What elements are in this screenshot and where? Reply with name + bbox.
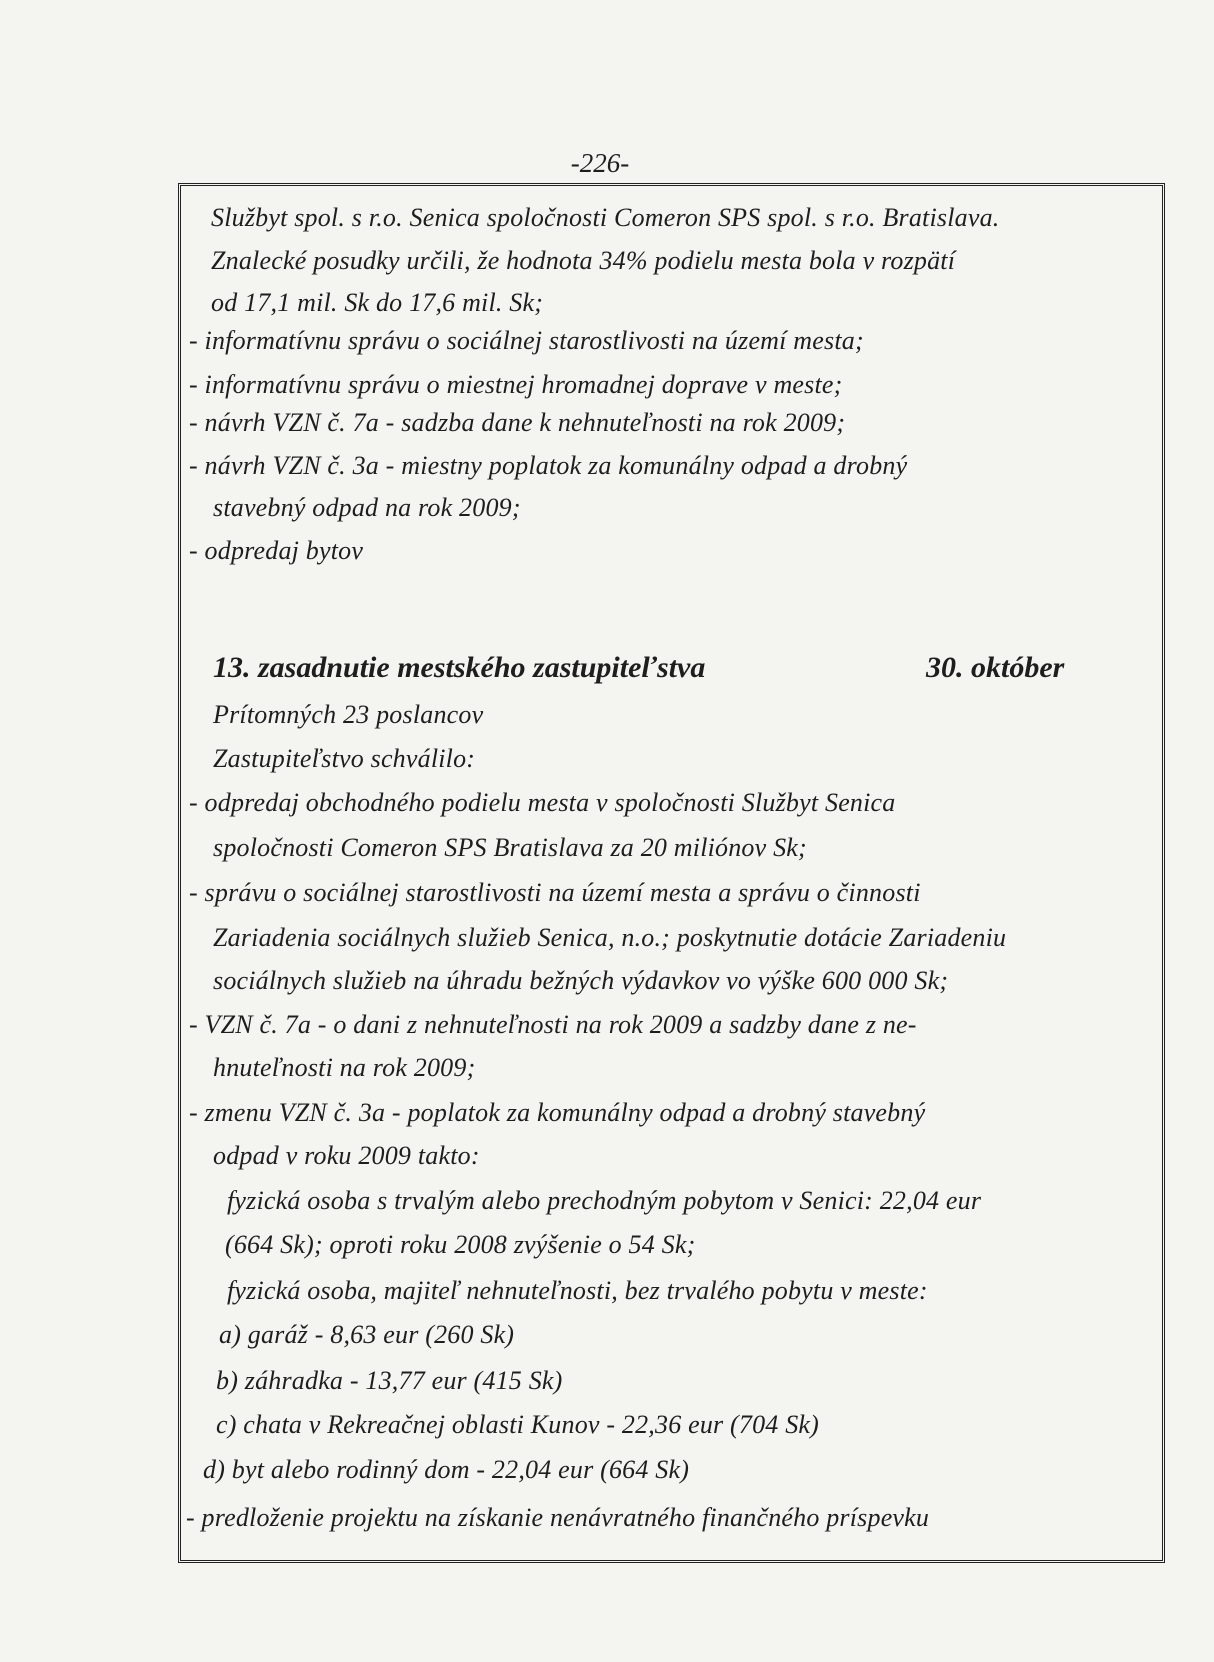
agenda-text-line: Znalecké posudky určili, že hodnota 34% podielu mesta bola v rozpätí <box>211 246 956 275</box>
fee-sub-item: b) záhradka - 13,77 eur (415 Sk) <box>216 1366 563 1395</box>
fee-sub-item: c) chata v Rekreačnej oblasti Kunov - 22,36 eur (704 Sk) <box>216 1410 820 1439</box>
attendance-line: Prítomných 23 poslancov <box>213 700 484 729</box>
fee-sub-item: a) garáž - 8,63 eur (260 Sk) <box>219 1320 515 1349</box>
resolution-item: - zmenu VZN č. 3a - poplatok za komunálny odpad a drobný stavebný <box>189 1098 926 1127</box>
agenda-item: - informatívnu správu o sociálnej starostlivosti na území mesta; <box>189 326 864 355</box>
text-frame <box>178 183 1165 1563</box>
agenda-item: - odpredaj bytov <box>189 536 364 565</box>
fee-line: fyzická osoba, majiteľ nehnuteľnosti, bez trvalého pobytu v meste: <box>227 1276 928 1305</box>
resolution-item-continuation: spoločnosti Comeron SPS Bratislava za 20 miliónov Sk; <box>213 833 807 862</box>
fee-sub-item: d) byt alebo rodinný dom - 22,04 eur (664 Sk) <box>203 1455 690 1484</box>
resolution-item-continuation: Zariadenia sociálnych služieb Senica, n.o.; poskytnutie dotácie Zariadeniu <box>213 923 1007 952</box>
agenda-item: - návrh VZN č. 7a - sadzba dane k nehnuteľnosti na rok 2009; <box>189 408 846 437</box>
page-number: -226- <box>570 148 630 178</box>
resolution-item: - VZN č. 7a - o dani z nehnuteľnosti na rok 2009 a sadzby dane z ne- <box>189 1010 917 1039</box>
fee-line: fyzická osoba s trvalým alebo prechodným pobytom v Senici: 22,04 eur <box>227 1186 982 1215</box>
resolution-item-continuation: hnuteľnosti na rok 2009; <box>213 1053 476 1082</box>
agenda-text-line: od 17,1 mil. Sk do 17,6 mil. Sk; <box>211 288 544 317</box>
meeting-date: 30. október <box>926 651 1065 684</box>
agenda-item: - informatívnu správu o miestnej hromadnej doprave v meste; <box>189 370 843 399</box>
resolution-item: - správu o sociálnej starostlivosti na území mesta a správu o činnosti <box>189 878 921 907</box>
agenda-item-continuation: stavebný odpad na rok 2009; <box>213 493 521 522</box>
meeting-title: 13. zasadnutie mestského zastupiteľstva <box>213 651 706 684</box>
resolution-item-continuation: sociálnych služieb na úhradu bežných výdavkov vo výške 600 000 Sk; <box>213 966 949 995</box>
approved-label: Zastupiteľstvo schválilo: <box>213 744 476 773</box>
agenda-text-line: Službyt spol. s r.o. Senica spoločnosti Comeron SPS spol. s r.o. Bratislava. <box>211 203 1000 232</box>
agenda-item: - návrh VZN č. 3a - miestny poplatok za komunálny odpad a drobný <box>189 451 908 480</box>
resolution-item: - odpredaj obchodného podielu mesta v spoločnosti Službyt Senica <box>189 788 896 817</box>
resolution-item-continuation: odpad v roku 2009 takto: <box>213 1141 480 1170</box>
resolution-item: - predloženie projektu na získanie nenávratného finančného príspevku <box>186 1503 930 1532</box>
fee-line: (664 Sk); oproti roku 2008 zvýšenie o 54 Sk; <box>225 1230 696 1259</box>
